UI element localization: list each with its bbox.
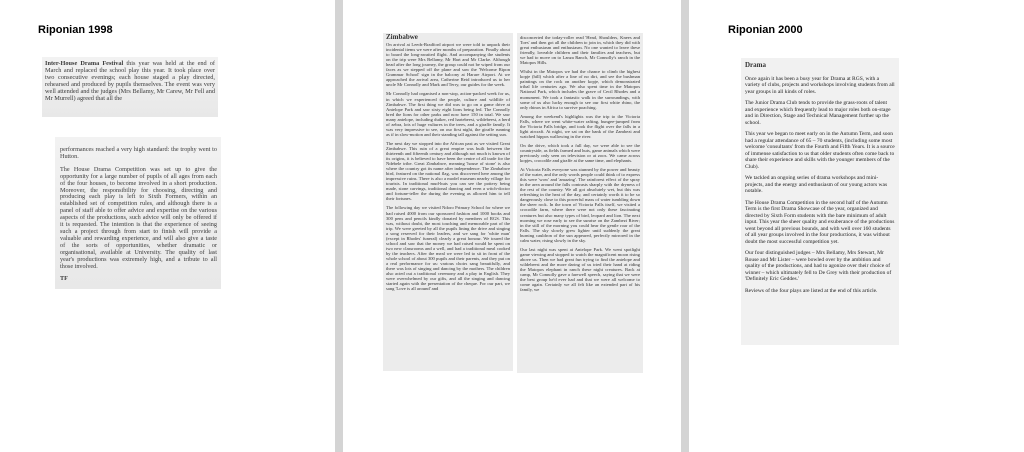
article-title: Zimbabwe: [386, 33, 418, 41]
page-riponian-1998: [0, 0, 335, 452]
clipping-paragraph: Once again it has been a busy year for Drama at RGS, with a variety of clubs, projects and workshops involving students from all year groups in all kinds of roles.: [745, 75, 895, 95]
clipping-paragraph: Reviews of the four plays are listed at the end of this article.: [745, 287, 878, 294]
article-paragraph: The following day we visited Ndoro Primary School for where we had raised 4000 from our sponsored fashion and 1000 books and 300 pens and pencils kindly donated by members of RGS. This was, without doubt, the most touching and memorable part of the trip. We were greeted by all the pupils lining the drive and singing a song reserved for their leaders, and we sang for 'white man' (except in Rhodes' funeral) clearly a great honour. We toured the school and saw that the money we had raised would be spent on two new classrooms and a well, and had a traditional meal cooked by the teachers. After the meal we were led to sit in front of the whole school of about 300 pupils and their parents, and they put on a real performance for us: various choirs sang beautifully, and there was lots of singing and dancing by the mothers. The children also acted out a traditional ceremony and a play in English. They were overwhelmed by our gifts, and all the singing and dancing started again with the presentation of the cheque. For our part, we sang 'Love is all around' and: [386, 205, 510, 292]
clipping-paragraph: performances reached a very high standard: the trophy went to Hutton.: [60, 146, 217, 160]
article-paragraph: On the drive, which took a full day, we were able to see the countryside, as fields farmed and huts, game animals which were previously only seen on television or at zoos. We came across kopjes, crocodile and giraffe at the same time, and elephants.: [520, 142, 640, 164]
scanned-clipping-house-competition: [55, 137, 221, 289]
article-paragraph: At Victoria Falls everyone was stunned by the power and beauty of the water, and the only words people could think of to express this were 'wow' and 'amazing'. The rainforest effect of the spray in the area around the falls contrasts sharply with the dryness of the rest of the country. We all got absolutely wet, but this was refreshing in the heat of the day, and certainly worth it to be so dangerously close to this powerful mass of water tumbling down the sheer rock. In the town of Victoria Falls itself, we visited a crocodile farm, where there were not only these fascinating creatures but also many types of bird, leopard and lion. The next morning we rose early to see the sunrise on the Zambezi River; in the still of the morning you could hear the gentle roar of the Falls. The sky slowly grew lighter until suddenly the great burning cauldron of the sun appeared, perfectly mirrored in the calm water, rising slowly in the sky.: [520, 167, 640, 243]
article-paragraph: disconcerted the today-roller read 'Head, Shoulders, Knees and Toes' and then got all the children to join in, which they did with great enthusiasm and enthusiasm. No one wanted to leave these friendly, loveable children and their families and teachers, but we had to move on to Lanza Ranch, Mr Connolly's ranch in the Matopos Hills.: [520, 35, 640, 66]
article-paragraph: Our last night was spent at Antelope Park. We went spotlight game viewing and stopped to watch the magnificent moon rising above us. Then we had great fun trying to find the antelope and wildebeest and the more daring of us tried their hand at riding the Matopos elephant in ranch these night creatures. Back at camp, Mr Connolly gave a farewell speech, saying that we were the best group he'd ever had and that we were all welcome to come again. Certainly we all felt like an extended part of his family, we: [520, 246, 640, 293]
clipping-paragraph: The Junior Drama Club tends to provide the grass-roots of talent and experience which frequently lead to major roles both on-stage and in Direction, Stage and Technical Management further up the school.: [745, 100, 891, 126]
clipping-paragraph: The House Drama Competition was set up to give the opportunity for a large number of pupils of all ages from each of the four houses, to become involved in a short production. Moreover, the responsibility for choosing, directing and producing each play is left to Sixth Formers, within an established set of competition rules, and although there is a panel of staff able to offer advice and expertise on the various aspects of the productions, such advice will only be offered if it is requested. The intention is that the experience of seeing such a project through from start to finish will provide a valuable and rewarding experience, and will also give a taste of the sorts of opportunities, whether dramatic or organisational, available at University. The quality of last year's productions was extremely high, and a tribute to all those involved.: [60, 165, 217, 270]
clipping-paragraph: We tackled an ongoing series of drama workshops and mini-projects, and the energy and enthusiasm of our young actors was notable.: [745, 175, 888, 194]
scanned-clipping-drama-festival: [42, 57, 218, 117]
clipping-title: Drama: [745, 61, 766, 69]
scanned-column-right: [517, 33, 643, 373]
scanned-column-left: [383, 33, 513, 371]
scanned-clipping-drama: [741, 58, 899, 345]
clipping-paragraph: The House Drama Competition in the second half of the Autumn Term is the first Drama Showcase of the year, organized and directed by Sixth Form students with the bare minimum of adult input. This year the sheer quality and exuberance of the productions went beyond all previous bounds, and with well over 160 students of all year groups involved in the four productions, it was without doubt the most successful competition yet.: [745, 199, 895, 245]
article-paragraph: On arrival at Leeds-Bradford airport we were told to unpack their incidental items we were after months of preparation. Finally about to board the long-awaited flight. And accompanying the students on the trip were Mrs Bellamy, Mr Hart and Mr Clarke. Although head after the long journey, the group could not be wiped from our faces as we stepped off the plane and saw the 'Welcome Ripon Grammar School' sign in the balcony at Harare Airport. At we approached the arrival area, Catherine Reid introduced us to her uncle Mr Connolly and Mark and Terry, our guides for the week.: [386, 42, 510, 88]
clipping-paragraph: Our four distinguished judges – Mrs Bellamy, Mrs Stewart, Mr Rouse and Mr Lister – were bowled over by the ambition and quality of the productions, and had to agonize over their choice of winner – which ultimately fell to De Grey with their production of 'Definitely Eric Geddes.': [745, 250, 892, 282]
page-heading: Riponian 1998: [38, 24, 113, 36]
clipping-paragraph: This year we began to meet early on in the Autumn Term, and soon had a regular attendance of 65 – 70 students, (including some most welcome 'consultants' from the Fourth and Fifth Years. It is a source of immense satisfaction to us that older students often come back to share their experience and skills with the younger members of the Club).: [745, 131, 895, 170]
clipping-paragraph: [45, 60, 215, 103]
clipping-lead: Inter-House Drama Festival: [45, 60, 124, 67]
article-paragraph: The next day we stopped into the African past as we visited Great Zimbabwe. This ruin of a great empire was built between the thirteenth and fifteenth century and although not much is known of its origins, it is believed to have been the centre of all trade for the Ndebele tribe. Great Zimbabwe, meaning 'house of stone' is also where the country got its name after independence. The Zimbabwe bird, featured on the national flag, was discovered here among the impressive ruins. There is also a model museum nearby village for tourists. In traditional mud-huts you can see the pottery being made, stone carvings, traditional dancing and even a witch-doctor and fortune-teller the during the evening as allowed him to tell their fortunes.: [386, 140, 510, 202]
page-heading: Riponian 2000: [728, 24, 803, 36]
clipping-text: this year was held at the end of March and replaced the school play this year. It took place over two consecutive evenings; each house staged a play directed, rehearsed and produced by pupils themselves. The event was very well attended and the judges (Mrs Bellamy, Mr Carew, Mr Fell and Mr Murrell) agreed that all the: [45, 60, 215, 103]
article-paragraph: Mr Connolly had organised a non-stop, action-packed week for us, in which we experienced the people, culture and wildlife of Zimbabwe. The first thing we did was to go on a game drive at Antelope Park and saw sixty eight lions being fed. The Connolly bred the lions for other parks and now have 150 in total. We saw many antelope, including duiker, red hartebeest, wildebeest, a herd of zebra, lots of huge vultures in the trees, and a giraffe family. It was very impressive to see, on our first night, the giraffe running as if in slow-motion and their standing tall against the setting sun.: [386, 91, 510, 137]
clipping-signature: TF: [60, 275, 68, 283]
article-paragraph: Whilst in the Matopos we had the chance to climb the highest kopje (hill) which after a line of no dirt, and see the bushman paintings on the rock on another kopje, which demonstrated tribal life centuries ago. We also spent time in the Matopos National Park, which includes the grave of Cecil Rhodes and a monument. We took a fantastic walk in the surroundings, with some of us also lucky enough to see our first white rhino, the only rhinos in Africa to survive poaching.: [520, 69, 640, 110]
article-paragraph: Among the weekend's highlights was the trip to the Victoria Falls, where we went white-water rafting, bungee-jumped from the Victoria Falls bridge, and took the flight over the falls in a light aircraft. At night, we sat on the bank of the Zambezi and watched hippos wallowing in the river.: [520, 113, 640, 139]
